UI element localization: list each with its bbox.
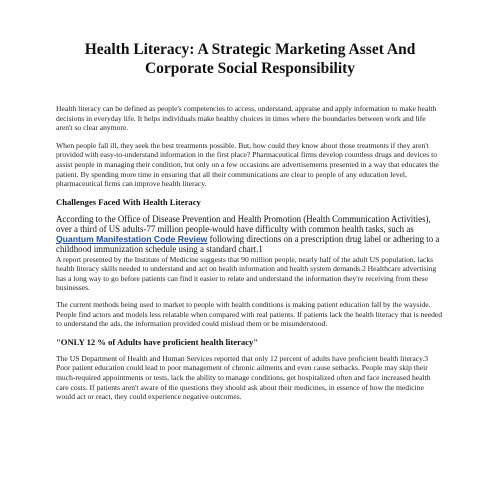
section-heading-challenges: Challenges Faced With Health Literacy	[56, 196, 201, 207]
quantum-manifestation-link[interactable]: Quantum Manifestation Code Review	[56, 234, 208, 245]
paragraph-hhs-report: The US Department of Health and Human Services reported that only 12 percent of adults have proficient health literacy.3 Poor patient education could lead to poor management of chronic ailments and even cause setbacks. People may skip their much-required appointments or tests, lack the ability to manage conditions, get hospitalized often and face increased health care costs. If patients aren't aware of the questions they should ask about their medicines, in essence of how the medicine would act or react, they could experience negative outcomes.	[56, 353, 431, 402]
paragraph-definition: Health literacy can be defined as people's competencies to access, understand, appraise and apply information to make health decisions in everyday life. It helps individuals make healthy choices in times where the boundaries between work and life aren't so clear anymore.	[56, 104, 437, 133]
paragraph-iom-report: A report presented by the Institute of Medicine suggests that 90 million people, nearly half of the adult US population, lacks health literacy skills needed to understand and act on health information and health system demands.2 Healthcare advertising has a long way to go before patients can find it easier to relate and understand the information they're receiving from these businesses.	[56, 254, 437, 293]
document-title: Health Literacy: A Strategic Marketing Asset And Corporate Social Responsibility	[84, 41, 416, 77]
document-page	[56, 40, 444, 410]
paragraph-marketing-methods: The current methods being used to market to people with health conditions is making patient education fall by the wayside. People find actors and models less relatable when compared with real patients. If patients lack the health literacy that is needed to understand the ads, the information provided could mislead them or be misunderstood.	[56, 299, 443, 329]
section-heading-only-12-percent: "ONLY 12 % of Adults have proficient health literacy"	[56, 336, 259, 347]
paragraph-treatments: When people fall ill, they seek the best treatments possible. But, how could they know about those treatments if they aren't provided with easy-to-understand information in the first place? Pharmaceutical firms develop countless drugs and devices to assist people in managing their condition, but only on a few occasions are advertisements presented in a way that educates the patient. By spending more time in ensuring that all their communications are clear to people of any education level, pharmaceutical firms can improve health literacy.	[56, 140, 439, 189]
paragraph-odphp-text-after: following directions on a prescription drug label or adhering to a childhood immunization schedule using a standard chart.1	[56, 234, 440, 255]
paragraph-odphp-text-before: According to the Office of Disease Prevention and Health Promotion (Health Communication Activities), over a third of US adults-77 million people-would have difficulty with common health tasks, such as	[56, 213, 431, 234]
paragraph-odphp	[56, 214, 444, 255]
